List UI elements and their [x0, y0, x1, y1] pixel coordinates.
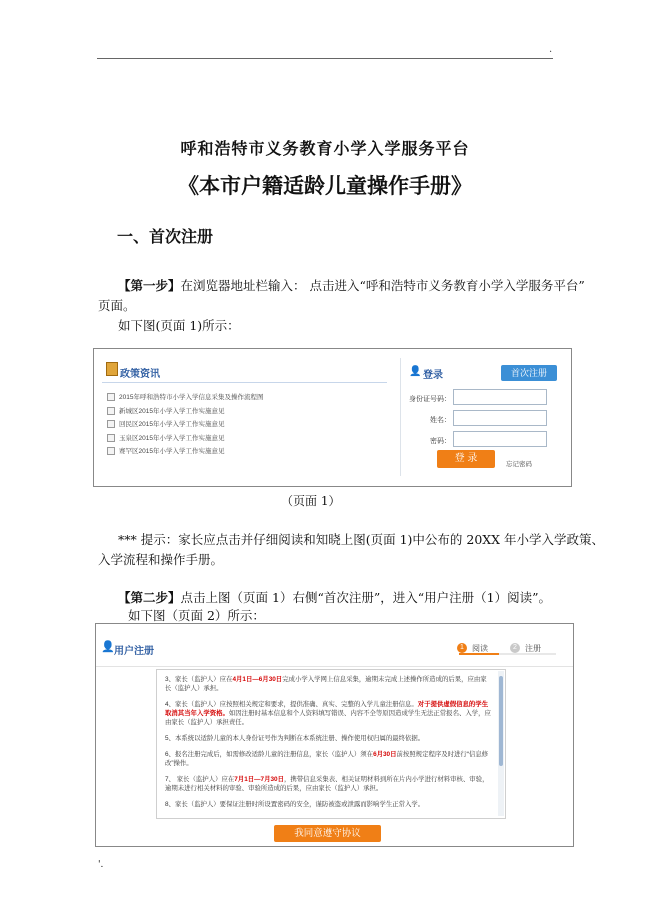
- step2-label: 【第二步】: [118, 590, 181, 605]
- password-input[interactable]: [453, 431, 547, 447]
- step1-text: 在浏览器地址栏输入： 点击进入“呼和浩特市义务教育小学入学服务平台”: [180, 278, 585, 293]
- agreement-list: [165, 675, 491, 815]
- scrollbar-thumb[interactable]: [499, 676, 503, 766]
- news-divider: [102, 382, 387, 383]
- news-title: 政策资讯: [120, 369, 160, 380]
- header-rule: [97, 58, 553, 59]
- agree-button[interactable]: 我同意遵守协议: [274, 825, 381, 842]
- id-input[interactable]: [453, 389, 547, 405]
- agreement-item: 7、 家长（监护人）应在7月1日—7月30日，携带信息采集表、相关证明材料到所在片内小学进行材料审核、审验，逾期未进行相关材料的审验、审验所造成的后果，应由家长（监护人）承担。: [165, 775, 489, 792]
- step-1-badge: 1: [457, 643, 467, 653]
- step2-text: 点击上图（页面 1）右侧“首次注册”，进入“用户注册（1）阅读”。: [180, 590, 551, 605]
- bullet-icon: [107, 447, 115, 455]
- figure2-screenshot: [95, 623, 574, 847]
- step1-continuation: 页面。: [98, 298, 136, 313]
- news-item[interactable]: 赛罕区2015年小学入学工作实施意见: [107, 445, 263, 459]
- figure2-intro: 如下图（页面 2）所示：: [128, 608, 265, 623]
- agreement-item: 6、报名注册完成后，如需修改适龄儿童的注册信息，家长（监护人）须在6月30日前按照规定程序及时进行“信息修改”操作。: [165, 750, 489, 767]
- user-icon: 👤: [101, 641, 115, 653]
- step-1-label: 阅读: [472, 644, 488, 653]
- agreement-item: 5、本系统以适龄儿童的本人身份证号作为判断在本系统注册、操作使用权归属的最终依据。: [165, 735, 425, 743]
- news-item[interactable]: 玉泉区2015年小学入学工作实施意见: [107, 432, 263, 446]
- header-mark: .: [549, 44, 553, 55]
- bullet-icon: [107, 393, 115, 401]
- news-item[interactable]: 2015年呼和浩特市小学入学信息采集及操作流程图: [107, 391, 263, 405]
- bullet-icon: [107, 420, 115, 428]
- name-input[interactable]: [453, 410, 547, 426]
- agreement-item: 8、家长（监护人）要保证注册时所设置密码的安全，谨防被盗或泄露而影响学生正常入学。: [165, 800, 425, 808]
- section-heading: 一、首次注册: [117, 227, 214, 246]
- step2-paragraph: [118, 588, 551, 608]
- figure1-screenshot: [93, 348, 572, 487]
- tip-line-1: *** 提示：家长应点击并仔细阅读和知晓上图(页面 1)中公布的 20XX 年小学入学政策、: [118, 532, 605, 547]
- document-subtitle: 《本市户籍适龄儿童操作手册》: [178, 174, 472, 198]
- figure1-caption: （页面 1）: [281, 494, 341, 508]
- login-panel: [400, 358, 563, 476]
- password-label: 密码：: [430, 438, 451, 445]
- news-item[interactable]: 新城区2015年小学入学工作实施意见: [107, 405, 263, 419]
- register-title: 用户注册: [114, 646, 154, 657]
- register-button[interactable]: 首次注册: [501, 365, 557, 381]
- register-header: [96, 624, 573, 667]
- document-title: 呼和浩特市义务教育小学入学服务平台: [180, 139, 470, 158]
- user-lock-icon: 👤: [409, 366, 422, 377]
- bullet-icon: [107, 434, 115, 442]
- footer-mark: '.: [98, 860, 104, 870]
- tip-line-2: 入学流程和操作手册。: [98, 552, 224, 567]
- login-button[interactable]: 登 录: [437, 450, 495, 468]
- step1-label: 【第一步】: [118, 278, 181, 293]
- step-2-badge: 2: [510, 643, 520, 653]
- news-item[interactable]: 回民区2015年小学入学工作实施意见: [107, 418, 263, 432]
- agreement-item: 3、家长（监护人）应在4月1日—6月30日完成小学入学网上信息采集，逾期未完成上述操作所造成的后果，应由家长（监护人）承担。: [165, 676, 487, 693]
- agreement-textbox[interactable]: [156, 669, 506, 819]
- step1-paragraph: [118, 276, 585, 296]
- step-2-label: 注册: [525, 644, 541, 653]
- bullet-icon: [107, 407, 115, 415]
- login-title: 登录: [423, 370, 443, 381]
- name-label: 姓名：: [430, 417, 451, 424]
- figure1-intro: 如下图(页面 1)所示：: [118, 318, 240, 333]
- forgot-password-link[interactable]: 忘记密码: [506, 461, 532, 468]
- agreement-item: 4、家长（监护人）应按照相关规定和要求，提供准确、真实、完整的入学儿童注册信息。对于提供虚假信息的学生取消其当年入学资格。如因注册时基本信息和个人资料填写错误、内容不全等原因造成学生无法正常报名、入学，应由家长（监护人）承担责任。: [165, 700, 491, 727]
- id-label: 身份证号码：: [409, 396, 451, 403]
- news-icon: [106, 362, 118, 376]
- news-list: [107, 391, 263, 459]
